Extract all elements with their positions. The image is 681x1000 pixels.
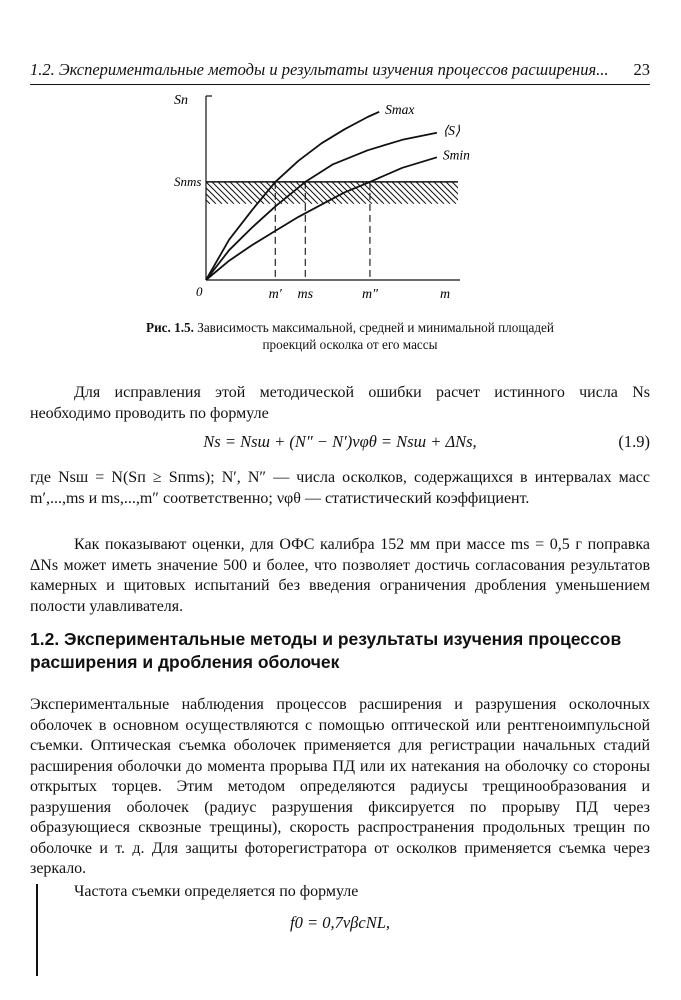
hatch-stroke: [380, 182, 402, 204]
hatch-stroke: [296, 182, 318, 204]
section-title: 1.2. Экспериментальные методы и результаты изучения процессов расширения и дробления оболочек: [30, 629, 622, 672]
hatch-stroke: [218, 182, 240, 204]
curve-line: [206, 133, 437, 280]
caption-label: Рис. 1.5.: [146, 320, 194, 335]
hatch-stroke: [422, 182, 444, 204]
hatch-stroke: [374, 182, 396, 204]
hatch-stroke: [434, 182, 456, 204]
curve-label: Smax: [385, 101, 415, 117]
origin-label: 0: [196, 284, 203, 299]
hatch-stroke: [266, 182, 288, 204]
paragraph-1: Для исправления этой методической ошибки расчет истинного числа Ns необходимо проводить по формуле: [30, 384, 650, 422]
hatch-stroke: [230, 182, 252, 204]
hatch-stroke: [446, 182, 468, 204]
hatch-stroke: [386, 182, 408, 204]
hatch-stroke: [356, 182, 378, 204]
hatch-stroke: [428, 182, 450, 204]
hatch-stroke: [452, 182, 470, 204]
hatch-stroke: [236, 182, 258, 204]
formula-1-9-expression: Ns = Nsш + (N″ − N′)νφθ = Nsш + ΔNs,: [203, 432, 477, 451]
margin-bar: [36, 884, 38, 976]
hatch-stroke: [224, 182, 246, 204]
hatch-stroke: [440, 182, 462, 204]
hatch-stroke: [260, 182, 282, 204]
formula-1-9-number: (1.9): [618, 432, 650, 451]
hatch-stroke: [392, 182, 414, 204]
y-tick-label: Sпms: [174, 173, 202, 189]
curve-label: ⟨S⟩: [442, 122, 461, 138]
formula-f0-expression: f0 = 0,7νβcNL,: [289, 913, 390, 932]
figure-1-5: [170, 92, 470, 317]
hatch-stroke: [200, 182, 222, 204]
curve-line: [206, 157, 437, 280]
hatch-stroke: [308, 182, 330, 204]
running-title: 1.2. Экспериментальные методы и результаты изучения процессов расширения...: [30, 60, 609, 79]
figure-caption: [140, 320, 560, 353]
paragraph-2: где Nsш = N(Sп ≥ Sпms); N′, N″ — числа осколков, содержащихся в интервалах масс m′,...,ms и ms,...,m″ соответственно; νφθ — статистический коэффициент.: [30, 469, 650, 507]
x-tick-label: m′: [268, 287, 282, 302]
hatch-stroke: [362, 182, 384, 204]
header-rule: [30, 84, 650, 85]
hatch-stroke: [398, 182, 420, 204]
paragraph-3: Как показывают оценки, для ОФС калибра 152 мм при массе ms = 0,5 г поправка ΔNs может иметь значение 500 и более, что позволяет достичь согласования результатов камерных и щитовых испытаний без введения ограничения дробления уменьшением полости улавливателя.: [30, 536, 650, 615]
running-header: [30, 60, 650, 80]
hatch-stroke: [404, 182, 426, 204]
hatch-stroke: [338, 182, 360, 204]
hatch-stroke: [212, 182, 234, 204]
x-tick-label: m″: [361, 287, 378, 302]
page-number: 23: [633, 60, 650, 79]
chart-svg: [170, 92, 470, 312]
hatch-stroke: [464, 182, 470, 204]
hatch-stroke: [416, 182, 438, 204]
hatch-stroke: [410, 182, 432, 204]
y-axis-label: Sп: [174, 93, 188, 108]
hatch-stroke: [458, 182, 470, 204]
x-tick-label: ms: [297, 287, 314, 302]
hatched-band: [176, 182, 470, 204]
hatch-stroke: [368, 182, 390, 204]
paragraph-5: Частота съемки определяется по формуле: [74, 883, 359, 900]
hatch-stroke: [206, 182, 228, 204]
caption-text: Зависимость максимальной, средней и минимальной площадей проекций осколка от его массы: [193, 320, 554, 352]
hatch-stroke: [314, 182, 336, 204]
paragraph-4: Экспериментальные наблюдения процессов расширения и разрушения осколочных оболочек в основном осуществляются с помощью оптической или рентгеноимпульсной съемки. Оптическая съемка оболочек применяется для регистрации начальных стадий расширения оболочки до момента прорыва ПД или их натекания на оболочку со стороны открытых торцев. Этим методом определяются радиусы трещинообразования и разрушения оболочек (радиус разрушения фиксируется по прорыву ПД через образующиеся сквозные трещины), скорость распространения продольных трещин по оболочке и т. д. Для защиты фоторегистратора от осколков применяется съемка через зеркало.: [30, 696, 650, 877]
curve-label: Smin: [442, 147, 470, 163]
x-axis-label: m: [440, 287, 451, 302]
